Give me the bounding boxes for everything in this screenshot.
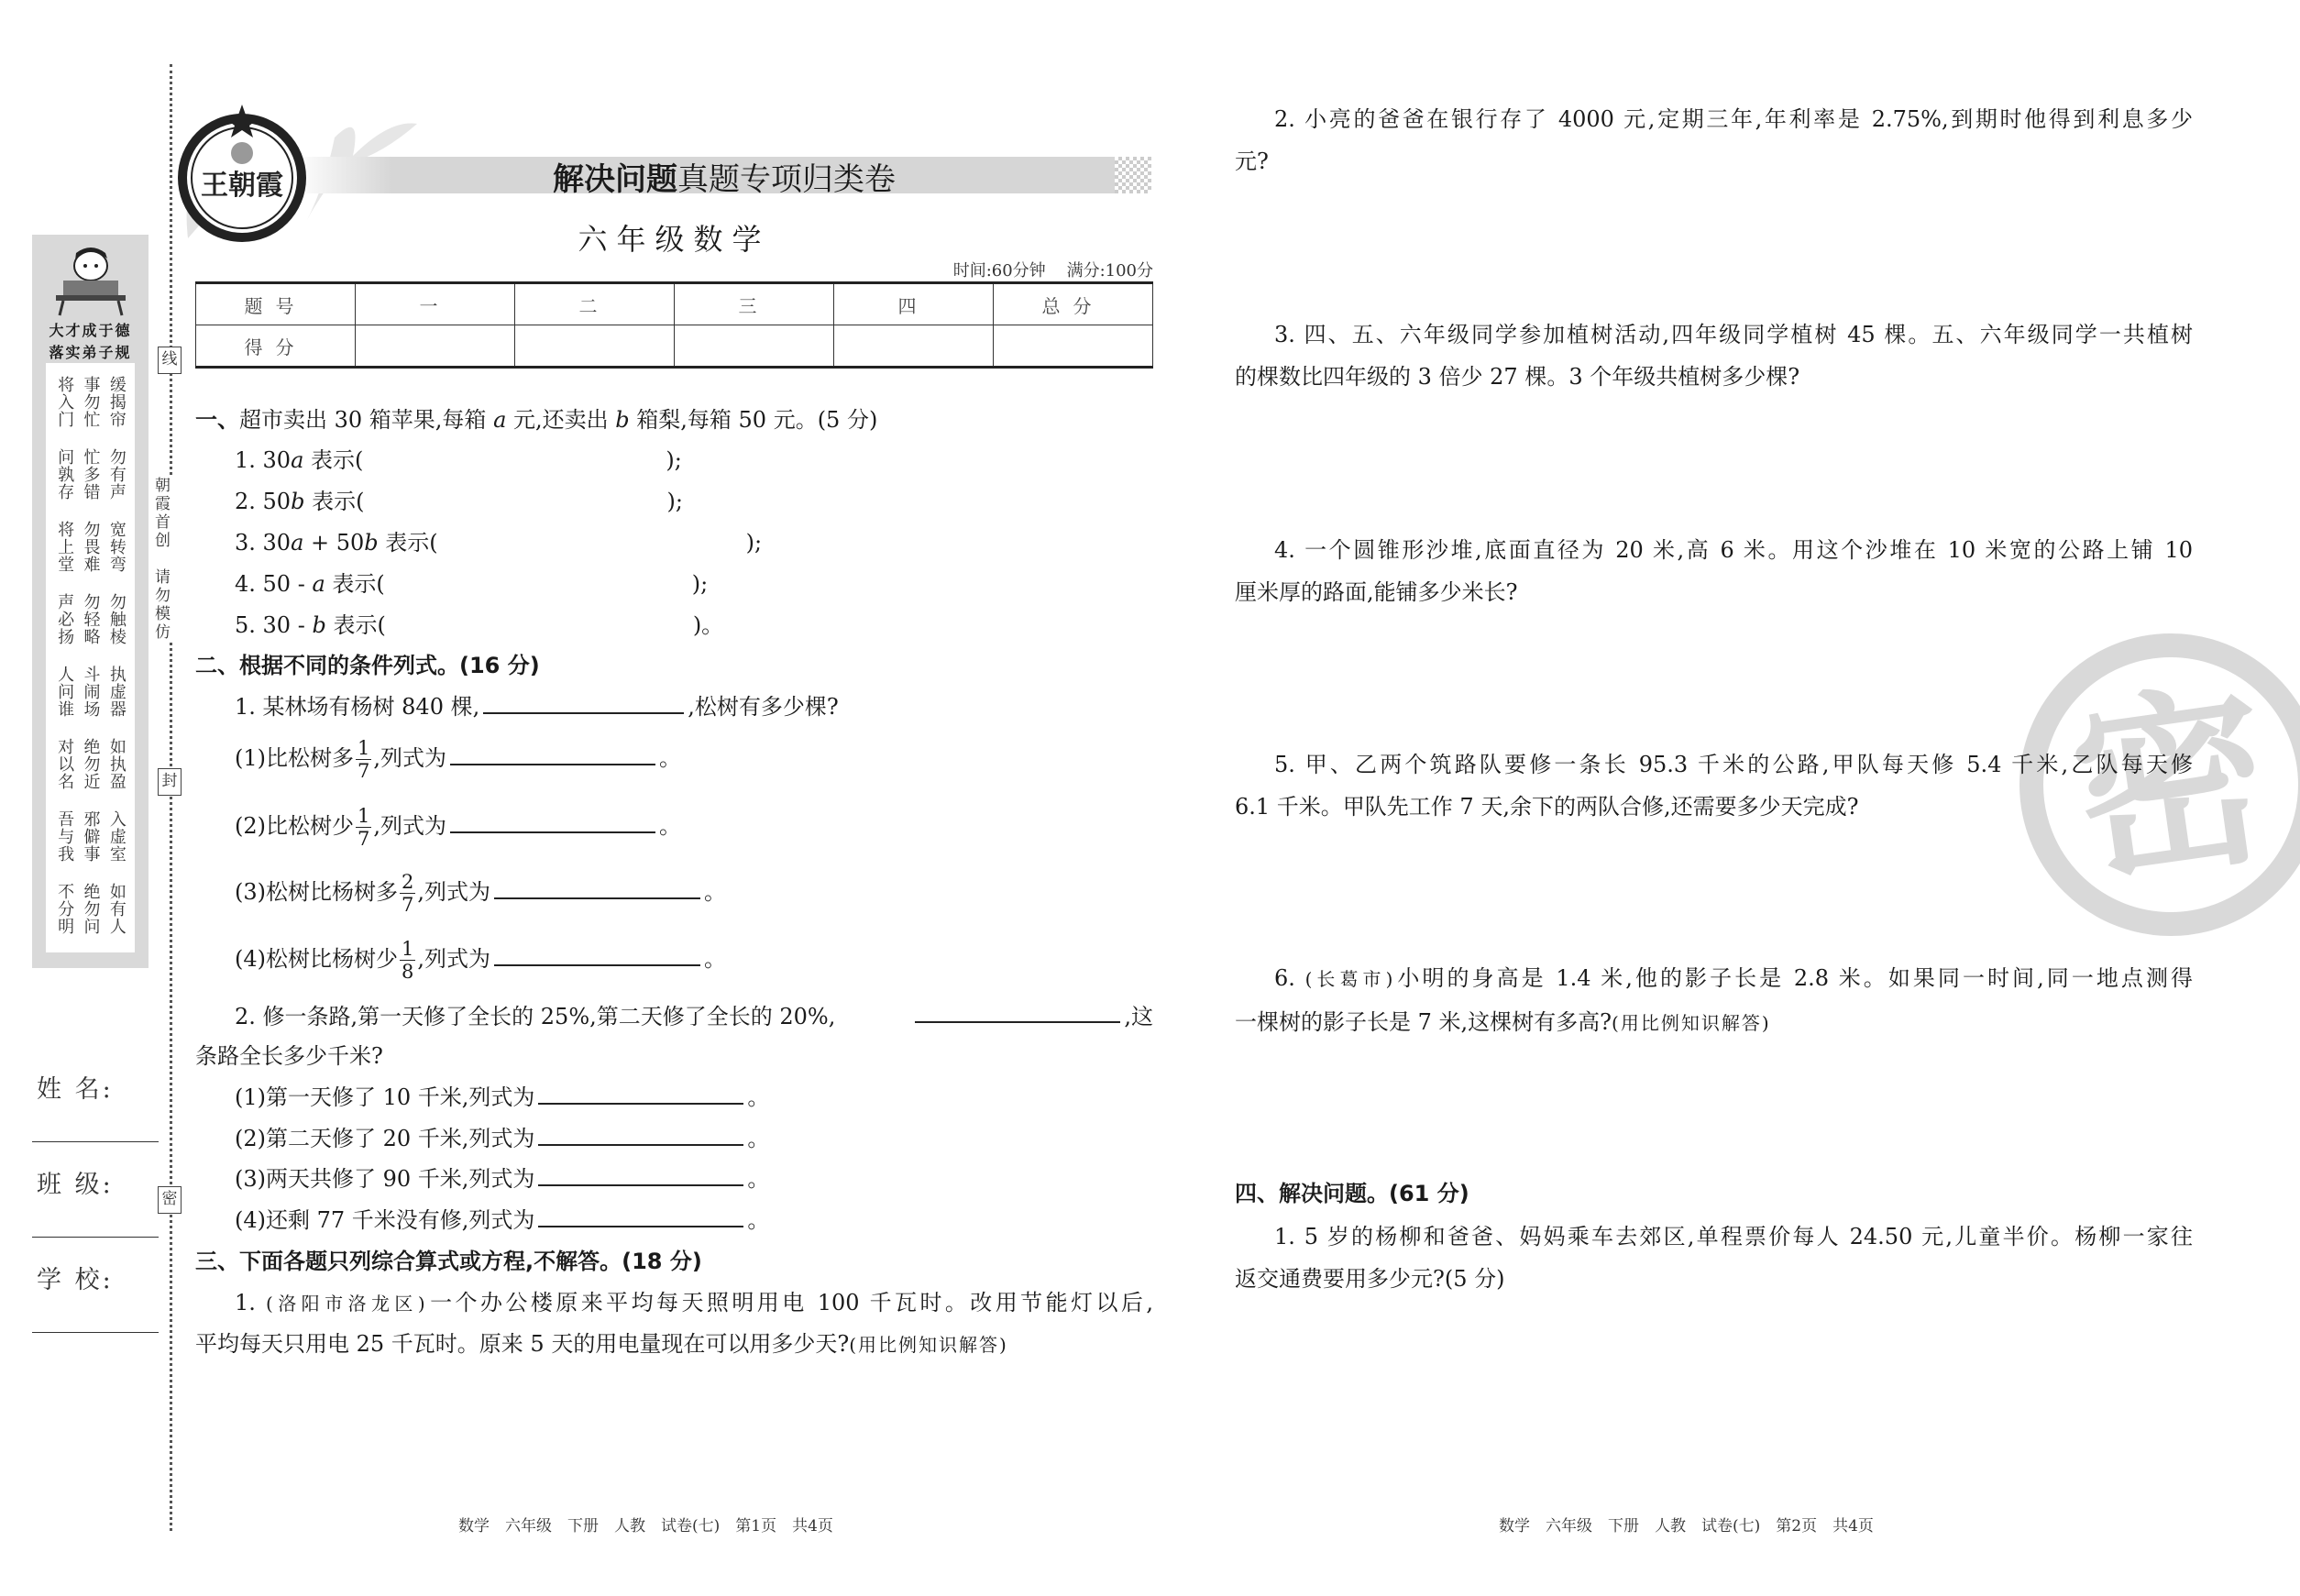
verse: 对以名 — [55, 738, 75, 790]
fraction: $\frac{1}{8}$ — [402, 938, 414, 983]
section-2-title: 二、根据不同的条件列式。(16 分) — [195, 653, 540, 678]
table-header-cell: 一 — [356, 283, 515, 325]
question-2-2-line1: 2. 修一条路,第一天修了全长的 25%,第二天修了全长的 20%, ,这 — [235, 996, 1153, 1038]
full-score: 满分:100分 — [1066, 261, 1153, 281]
page-footer-2: 数学 六年级 下册 人教 试卷(七) 第2页 共4页 — [1499, 1517, 1874, 1535]
verse: 忙多错 — [81, 448, 101, 501]
verse-box — [46, 363, 135, 952]
verse: 人问谁 — [55, 666, 75, 718]
cut-mark-seal: 封 — [158, 768, 182, 796]
verse: 斗闹场 — [81, 666, 101, 718]
verse-group — [46, 810, 135, 883]
answer-blank[interactable] — [915, 996, 1120, 1023]
question-2-1-1: (1)比松树多 $\frac{1}{7}$ ,列式为 。 — [235, 737, 682, 782]
verse-group — [46, 593, 135, 666]
fraction: $\frac{2}{7}$ — [402, 871, 414, 916]
verse: 入虚室 — [106, 810, 127, 863]
answer-blank[interactable] — [450, 806, 655, 833]
score-cell[interactable] — [675, 325, 834, 368]
question-1-1: 1. 30a 表示( ); — [235, 447, 682, 473]
score-cell[interactable] — [356, 325, 515, 368]
motto-line: 大才成于德 — [49, 322, 132, 339]
answer-blank[interactable] — [450, 738, 655, 765]
section-4-title: 四、解决问题。(61 分) — [1235, 1181, 1469, 1206]
question-2-1-2: (2)比松树少 $\frac{1}{7}$ ,列式为 。 — [235, 805, 682, 850]
verse-group — [46, 448, 135, 521]
copyright-notice: 朝霞首创 请勿模仿 — [149, 477, 172, 642]
name-field[interactable] — [32, 1141, 159, 1142]
verse: 不分明 — [55, 883, 75, 935]
question-3-4-line1: 4. 一个圆锥形沙堆,底面直径为 20 米,高 6 米。用这个沙堆在 10 米宽的公路上铺 10 — [1274, 537, 2193, 563]
student-cartoon-icon — [50, 242, 131, 317]
verse: 绝勿问 — [81, 883, 101, 935]
verse-group — [46, 376, 135, 448]
question-4-1-line1: 1. 5 岁的杨柳和爸爸、妈妈乘车去郊区,单程票价每人 24.50 元,儿童半价。杨柳一家往 — [1274, 1224, 2193, 1249]
score-cell[interactable] — [834, 325, 994, 368]
answer-blank[interactable] — [538, 1159, 743, 1186]
verse: 勿有声 — [106, 448, 127, 501]
question-2-1: 1. 某林场有杨树 840 棵, ,松树有多少棵? — [235, 686, 839, 728]
score-table — [195, 281, 1153, 369]
title-rest: 真题专项归类卷 — [677, 161, 896, 198]
fraction: $\frac{1}{7}$ — [358, 737, 370, 782]
var: b — [615, 407, 630, 433]
question-3-2-line1: 2. 小亮的爸爸在银行存了 4000 元,定期三年,年利率是 2.75%,到期时他得到利息多少 — [1274, 106, 2193, 132]
question-3-1-line1: 1. (洛阳市洛龙区)一个办公楼原来平均每天照明用电 100 千瓦时。改用节能灯以后, — [235, 1290, 1153, 1315]
text: 箱梨,每箱 50 元。(5 分) — [629, 407, 878, 433]
answer-blank[interactable] — [494, 939, 700, 966]
question-3-4-line2: 厘米厚的路面,能铺多少米长? — [1235, 579, 1518, 605]
question-3-6-line1: 6. (长葛市)小明的身高是 1.4 米,他的影子长是 2.8 米。如果同一时间,同一地点测得 — [1274, 965, 2194, 991]
table-header-cell: 三 — [675, 283, 834, 325]
verse-group — [46, 883, 135, 955]
page-footer-1: 数学 六年级 下册 人教 试卷(七) 第1页 共4页 — [458, 1517, 833, 1535]
answer-blank[interactable] — [494, 872, 700, 899]
verse-group — [46, 521, 135, 593]
logo-text: 王朝霞 — [201, 170, 283, 202]
verse: 如有人 — [106, 883, 127, 935]
question-2-2-4: (4)还剩 77 千米没有修,列式为 。 — [235, 1199, 769, 1241]
subtitle: 六年级数学 — [578, 222, 771, 257]
answer-blank[interactable] — [483, 687, 684, 714]
cut-mark-line: 线 — [158, 347, 182, 374]
section-1-title — [195, 399, 1153, 441]
question-3-1-line2: 平均每天只用电 25 千瓦时。原来 5 天的用电量现在可以用多少天?(用比例知识解答) — [195, 1331, 1008, 1357]
watermark-char: 密 — [2060, 661, 2283, 911]
school-field[interactable] — [32, 1332, 159, 1333]
table-header-cell: 题号 — [196, 283, 356, 325]
verse: 宽转弯 — [106, 521, 127, 573]
verse: 吾与我 — [55, 810, 75, 863]
text: 超市卖出 30 箱苹果,每箱 — [239, 407, 494, 433]
question-3-3-line2: 的棵数比四年级的 3 倍少 27 棵。3 个年级共植树多少棵? — [1235, 364, 1800, 390]
section-number: 一、 — [195, 407, 239, 433]
table-row — [196, 325, 1153, 368]
question-1-4: 4. 50 - a 表示( ); — [235, 571, 709, 597]
verse-group — [46, 666, 135, 738]
name-label: 姓 名: — [37, 1075, 114, 1104]
text: 元,还卖出 — [506, 407, 616, 433]
class-label: 班 级: — [37, 1171, 114, 1199]
question-1-5: 5. 30 - b 表示( )。 — [235, 612, 724, 638]
class-field[interactable] — [32, 1237, 159, 1238]
verse: 将上堂 — [55, 521, 75, 573]
question-2-2-line2: 条路全长多少千米? — [195, 1043, 383, 1069]
verse: 如执盈 — [106, 738, 127, 790]
question-2-2-2: (2)第二天修了 20 千米,列式为 。 — [235, 1117, 769, 1160]
var: a — [493, 407, 507, 433]
answer-blank[interactable] — [538, 1118, 743, 1146]
motto-line: 落实弟子规 — [49, 344, 132, 361]
question-3-5-line1: 5. 甲、乙两个筑路队要修一条长 95.3 千米的公路,甲队每天修 5.4 千米,乙队每天修 — [1274, 752, 2193, 777]
verse: 邪僻事 — [81, 810, 101, 863]
question-2-2-1: (1)第一天修了 10 千米,列式为 。 — [235, 1076, 769, 1118]
verse: 勿畏难 — [81, 521, 101, 573]
page-title — [293, 154, 1155, 199]
question-2-1-3: (3)松树比杨树多 $\frac{2}{7}$ ,列式为 。 — [235, 871, 727, 916]
table-header-cell: 总分 — [994, 283, 1153, 325]
section-3-title: 三、下面各题只列综合算式或方程,不解答。(18 分) — [195, 1249, 702, 1274]
verse: 问孰存 — [55, 448, 75, 501]
title-bold: 解决问题 — [553, 161, 677, 198]
table-header-cell: 四 — [834, 283, 994, 325]
score-cell[interactable] — [994, 325, 1153, 368]
table-row — [196, 283, 1153, 325]
question-3-2-line2: 元? — [1235, 149, 1269, 174]
question-3-3-line1: 3. 四、五、六年级同学参加植树活动,四年级同学植树 45 棵。五、六年级同学一共植树 — [1274, 322, 2193, 347]
time-limit: 时间:60分钟 — [952, 261, 1046, 281]
school-label: 学 校: — [37, 1266, 114, 1294]
fraction: $\frac{1}{7}$ — [358, 805, 370, 850]
question-2-1-4: (4)松树比杨树少 $\frac{1}{8}$ ,列式为 。 — [235, 938, 727, 983]
verse: 勿触棱 — [106, 593, 127, 645]
verse: 缓揭帘 — [106, 376, 127, 428]
score-cell[interactable] — [515, 325, 675, 368]
answer-blank[interactable] — [538, 1077, 743, 1105]
cut-mark-secret: 密 — [158, 1186, 182, 1214]
question-3-6-line2: 一棵树的影子长是 7 米,这棵树有多高?(用比例知识解答) — [1235, 1009, 1771, 1035]
verse: 将入门 — [55, 376, 75, 428]
exam-info — [953, 258, 1153, 281]
table-header-cell: 二 — [515, 283, 675, 325]
row-label: 得分 — [196, 325, 356, 368]
verse: 声必扬 — [55, 593, 75, 645]
verse: 勿轻略 — [81, 593, 101, 645]
answer-blank[interactable] — [538, 1200, 743, 1227]
binding-line — [170, 64, 172, 1531]
question-4-1-line2: 返交通费要用多少元?(5 分) — [1235, 1266, 1505, 1292]
verse: 绝勿近 — [81, 738, 101, 790]
sidebar-dizigui — [32, 235, 149, 968]
question-1-2: 2. 50b 表示( ); — [235, 489, 683, 514]
verse-group — [46, 738, 135, 810]
question-3-5-line2: 6.1 千米。甲队先工作 7 天,余下的两队合修,还需要多少天完成? — [1235, 794, 1859, 820]
question-2-2-3: (3)两天共修了 90 千米,列式为 。 — [235, 1158, 769, 1200]
question-1-3: 3. 30a + 50b 表示( ); — [235, 530, 763, 556]
verse: 执虚器 — [106, 666, 127, 718]
verse: 事勿忙 — [81, 376, 101, 428]
